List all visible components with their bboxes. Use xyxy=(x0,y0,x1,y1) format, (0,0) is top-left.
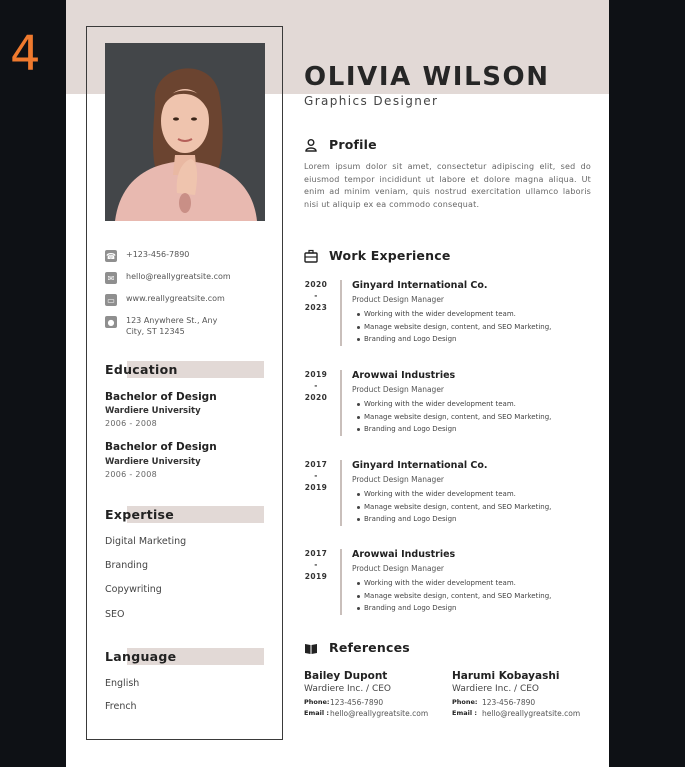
briefcase-icon xyxy=(304,249,318,263)
job-position: Product Design Manager xyxy=(352,385,445,394)
job-bullets xyxy=(364,577,584,615)
contact-email xyxy=(105,271,270,284)
year-dash: - xyxy=(314,381,318,390)
reference-phone-label: Phone: xyxy=(452,698,478,706)
reference-name: Harumi Kobayashi xyxy=(452,670,560,682)
resume-page xyxy=(66,0,609,767)
profile-text: Lorem ipsum dolor sit amet, consectetur adipiscing elit, sed do eiusmod tempor incididunt ut labore et dolore magna aliqua. Ut enim ad minim veniam, quis nostrud exercitation ullamco laboris nisi ut aliquip ex ea commodo consequat. xyxy=(304,162,591,209)
education-heading xyxy=(105,361,264,378)
profile-heading-label: Profile xyxy=(329,137,377,152)
job-bullet: Manage website design, content, and SEO Marketing, xyxy=(364,411,584,424)
page-index-number: 4 xyxy=(10,26,41,82)
expertise-heading xyxy=(105,506,264,523)
resume-name: OLIVIA WILSON xyxy=(304,62,550,92)
contact-phone xyxy=(105,249,270,262)
expertise-heading-label: Expertise xyxy=(105,507,175,522)
mail-icon: ✉ xyxy=(105,272,117,284)
reference-email-value: hello@reallygreatsite.com xyxy=(330,709,429,718)
year-end: 2023 xyxy=(304,303,328,312)
profile-photo xyxy=(105,43,265,221)
year-start: 2019 xyxy=(304,370,328,379)
reference-email xyxy=(452,709,602,718)
person-icon xyxy=(304,138,318,152)
reference-name: Bailey Dupont xyxy=(304,670,388,682)
company-name: Arowwai Industries xyxy=(352,370,456,381)
work-item xyxy=(304,280,594,358)
language-heading xyxy=(105,648,264,665)
year-dash: - xyxy=(314,291,318,300)
year-start: 2020 xyxy=(304,280,328,289)
address-line-2: City, ST 12345 xyxy=(126,327,185,336)
job-bullet: Manage website design, content, and SEO Marketing, xyxy=(364,590,584,603)
job-bullet: Manage website design, content, and SEO Marketing, xyxy=(364,321,584,334)
work-heading-label: Work Experience xyxy=(329,248,451,263)
references-section-heading xyxy=(304,640,410,655)
reference-email-label: Email : xyxy=(304,709,329,717)
monitor-icon: ▭ xyxy=(105,294,117,306)
reference-phone-label: Phone: xyxy=(304,698,330,706)
timeline-line xyxy=(340,370,342,436)
job-bullet: Manage website design, content, and SEO Marketing, xyxy=(364,501,584,514)
job-bullets xyxy=(364,488,584,526)
education-heading-label: Education xyxy=(105,362,178,377)
education-years-2: 2006 - 2008 xyxy=(105,470,157,479)
references-heading-label: References xyxy=(329,640,410,655)
work-item xyxy=(304,370,594,448)
book-icon xyxy=(304,641,318,655)
job-position: Product Design Manager xyxy=(352,475,445,484)
address-line-1: 123 Anywhere St., Any xyxy=(126,316,218,325)
contact-address xyxy=(105,315,270,337)
job-bullet: Branding and Logo Design xyxy=(364,423,584,436)
year-end: 2019 xyxy=(304,483,328,492)
year-end: 2019 xyxy=(304,572,328,581)
job-bullet: Working with the wider development team. xyxy=(364,398,584,411)
job-position: Product Design Manager xyxy=(352,564,445,573)
language-heading-label: Language xyxy=(105,649,177,664)
reference-phone-value: 123-456-7890 xyxy=(482,698,536,707)
education-school-2: Wardiere University xyxy=(105,457,201,467)
expertise-item: SEO xyxy=(105,609,125,620)
reference-card xyxy=(304,670,454,718)
expertise-item: Digital Marketing xyxy=(105,536,187,547)
year-start: 2017 xyxy=(304,460,328,469)
profile-section-heading xyxy=(304,137,377,152)
sidebar xyxy=(86,26,283,740)
reference-email xyxy=(304,709,454,718)
education-school-1: Wardiere University xyxy=(105,406,201,416)
reference-card xyxy=(452,670,602,718)
language-item: French xyxy=(105,701,137,712)
contact-address-text xyxy=(126,315,217,337)
expertise-item: Copywriting xyxy=(105,584,162,595)
expertise-item: Branding xyxy=(105,560,148,571)
job-bullets xyxy=(364,308,584,346)
reference-phone xyxy=(304,698,454,707)
company-name: Arowwai Industries xyxy=(352,549,456,560)
contact-website-text: www.reallygreatsite.com xyxy=(126,294,225,303)
education-degree-1: Bachelor of Design xyxy=(105,391,217,403)
education-degree-2: Bachelor of Design xyxy=(105,441,217,453)
contact-website xyxy=(105,293,270,306)
reference-email-label: Email : xyxy=(452,709,477,717)
work-item xyxy=(304,549,594,627)
job-bullet: Working with the wider development team. xyxy=(364,577,584,590)
reference-company: Wardiere Inc. / CEO xyxy=(304,684,392,694)
location-pin-icon: ● xyxy=(105,316,117,328)
work-item xyxy=(304,460,594,538)
company-name: Ginyard International Co. xyxy=(352,460,488,471)
year-start: 2017 xyxy=(304,549,328,558)
reference-phone xyxy=(452,698,602,707)
year-end: 2020 xyxy=(304,393,328,402)
contact-phone-text: +123-456-7890 xyxy=(126,250,190,259)
contact-email-text: hello@reallygreatsite.com xyxy=(126,272,231,281)
work-section-heading xyxy=(304,248,451,263)
timeline-line xyxy=(340,549,342,615)
timeline-line xyxy=(340,460,342,526)
language-item: English xyxy=(105,678,140,689)
company-name: Ginyard International Co. xyxy=(352,280,488,291)
job-bullet: Working with the wider development team. xyxy=(364,308,584,321)
reference-email-value: hello@reallygreatsite.com xyxy=(482,709,581,718)
job-bullet: Branding and Logo Design xyxy=(364,602,584,615)
year-dash: - xyxy=(314,560,318,569)
job-bullet: Branding and Logo Design xyxy=(364,513,584,526)
job-position: Product Design Manager xyxy=(352,295,445,304)
phone-icon: ☎ xyxy=(106,251,116,261)
timeline-line xyxy=(340,280,342,346)
resume-role: Graphics Designer xyxy=(304,94,439,108)
year-dash: - xyxy=(314,471,318,480)
education-years-1: 2006 - 2008 xyxy=(105,419,157,428)
job-bullet: Working with the wider development team. xyxy=(364,488,584,501)
reference-phone-value: 123-456-7890 xyxy=(330,698,384,707)
job-bullet: Branding and Logo Design xyxy=(364,333,584,346)
job-bullets xyxy=(364,398,584,436)
reference-company: Wardiere Inc. / CEO xyxy=(452,684,540,694)
